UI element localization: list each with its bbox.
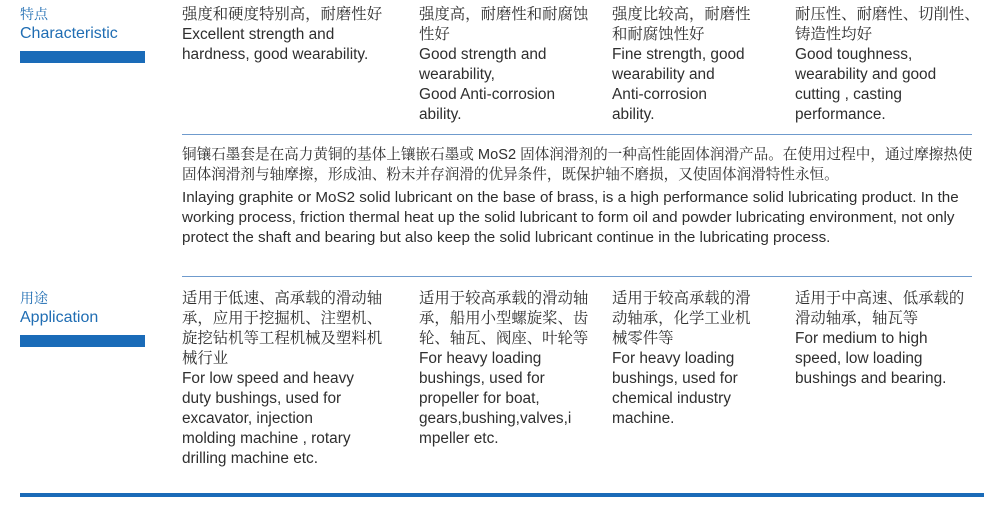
bottom-rule — [20, 493, 984, 497]
characteristic-label-en: Characteristic — [20, 25, 118, 42]
characteristic-label-zh: 特点 — [20, 6, 48, 22]
application-col-3: 适用于较高承载的滑 动轴承，化学工业机 械零件等 For heavy loading bushings, used for chemical industry machine. — [612, 290, 751, 427]
application-label-en: Application — [20, 309, 99, 326]
description-en: Inlaying graphite or MoS2 solid lubricant on the base of brass, is a high performance solid lubricating product. In the working process, friction thermal heat up the solid lubricant to form oil and powder lubricating environment, not only protect the shaft and bearing but also keep the solid lubricant continue in the lubricating process. — [182, 189, 959, 246]
description-zh: 铜镶石墨套是在高力黄铜的基体上镶嵌石墨或 MoS2 固体润滑剂的一种高性能固体润滑产品。在使用过程中，通过摩擦热使固体润滑剂与轴摩擦，形成油、粉末并存润滑的优异条件，既保护轴不磨损，又使固体润滑特性永恒。 — [182, 147, 973, 183]
application-col-1: 适用于低速、高承载的滑动轴 承，应用于挖掘机、注塑机、 旋挖钻机等工程机械及塑料机 械行业 For low speed and heavy duty bushings, used for excavator, injection molding machine , rotary drilling machine etc. — [182, 290, 383, 467]
application-col-2: 适用于较高承载的滑动轴 承，船用小型螺旋桨、齿 轮、轴瓦、阀座、叶轮等 For heavy loading bushings, used for propeller for boat, gears,bushing,valves,i mpeller etc. — [419, 290, 589, 447]
application-label — [20, 289, 145, 328]
characteristic-bar — [20, 51, 145, 63]
divider-1 — [182, 134, 972, 135]
application-col-4: 适用于中高速、低承载的 滑动轴承，轴瓦等 For medium to high speed, low loading bushings and bearing. — [795, 290, 965, 387]
characteristic-col-1: 强度和硬度特别高，耐磨性好 Excellent strength and hardness, good wearability. — [182, 6, 383, 63]
application-bar — [20, 335, 145, 347]
application-label-zh: 用途 — [20, 290, 48, 306]
characteristic-col-2: 强度高，耐磨性和耐腐蚀 性好 Good strength and wearability, Good Anti-corrosion ability. — [419, 6, 589, 123]
characteristic-col-3: 强度比较高，耐磨性 和耐腐蚀性好 Fine strength, good wearability and Anti-corrosion ability. — [612, 6, 751, 123]
characteristic-col-4: 耐压性、耐磨性、切削性、 铸造性均好 Good toughness, wearability and good cutting , casting performance. — [795, 6, 980, 123]
divider-2 — [182, 276, 972, 277]
characteristic-label — [20, 5, 145, 44]
